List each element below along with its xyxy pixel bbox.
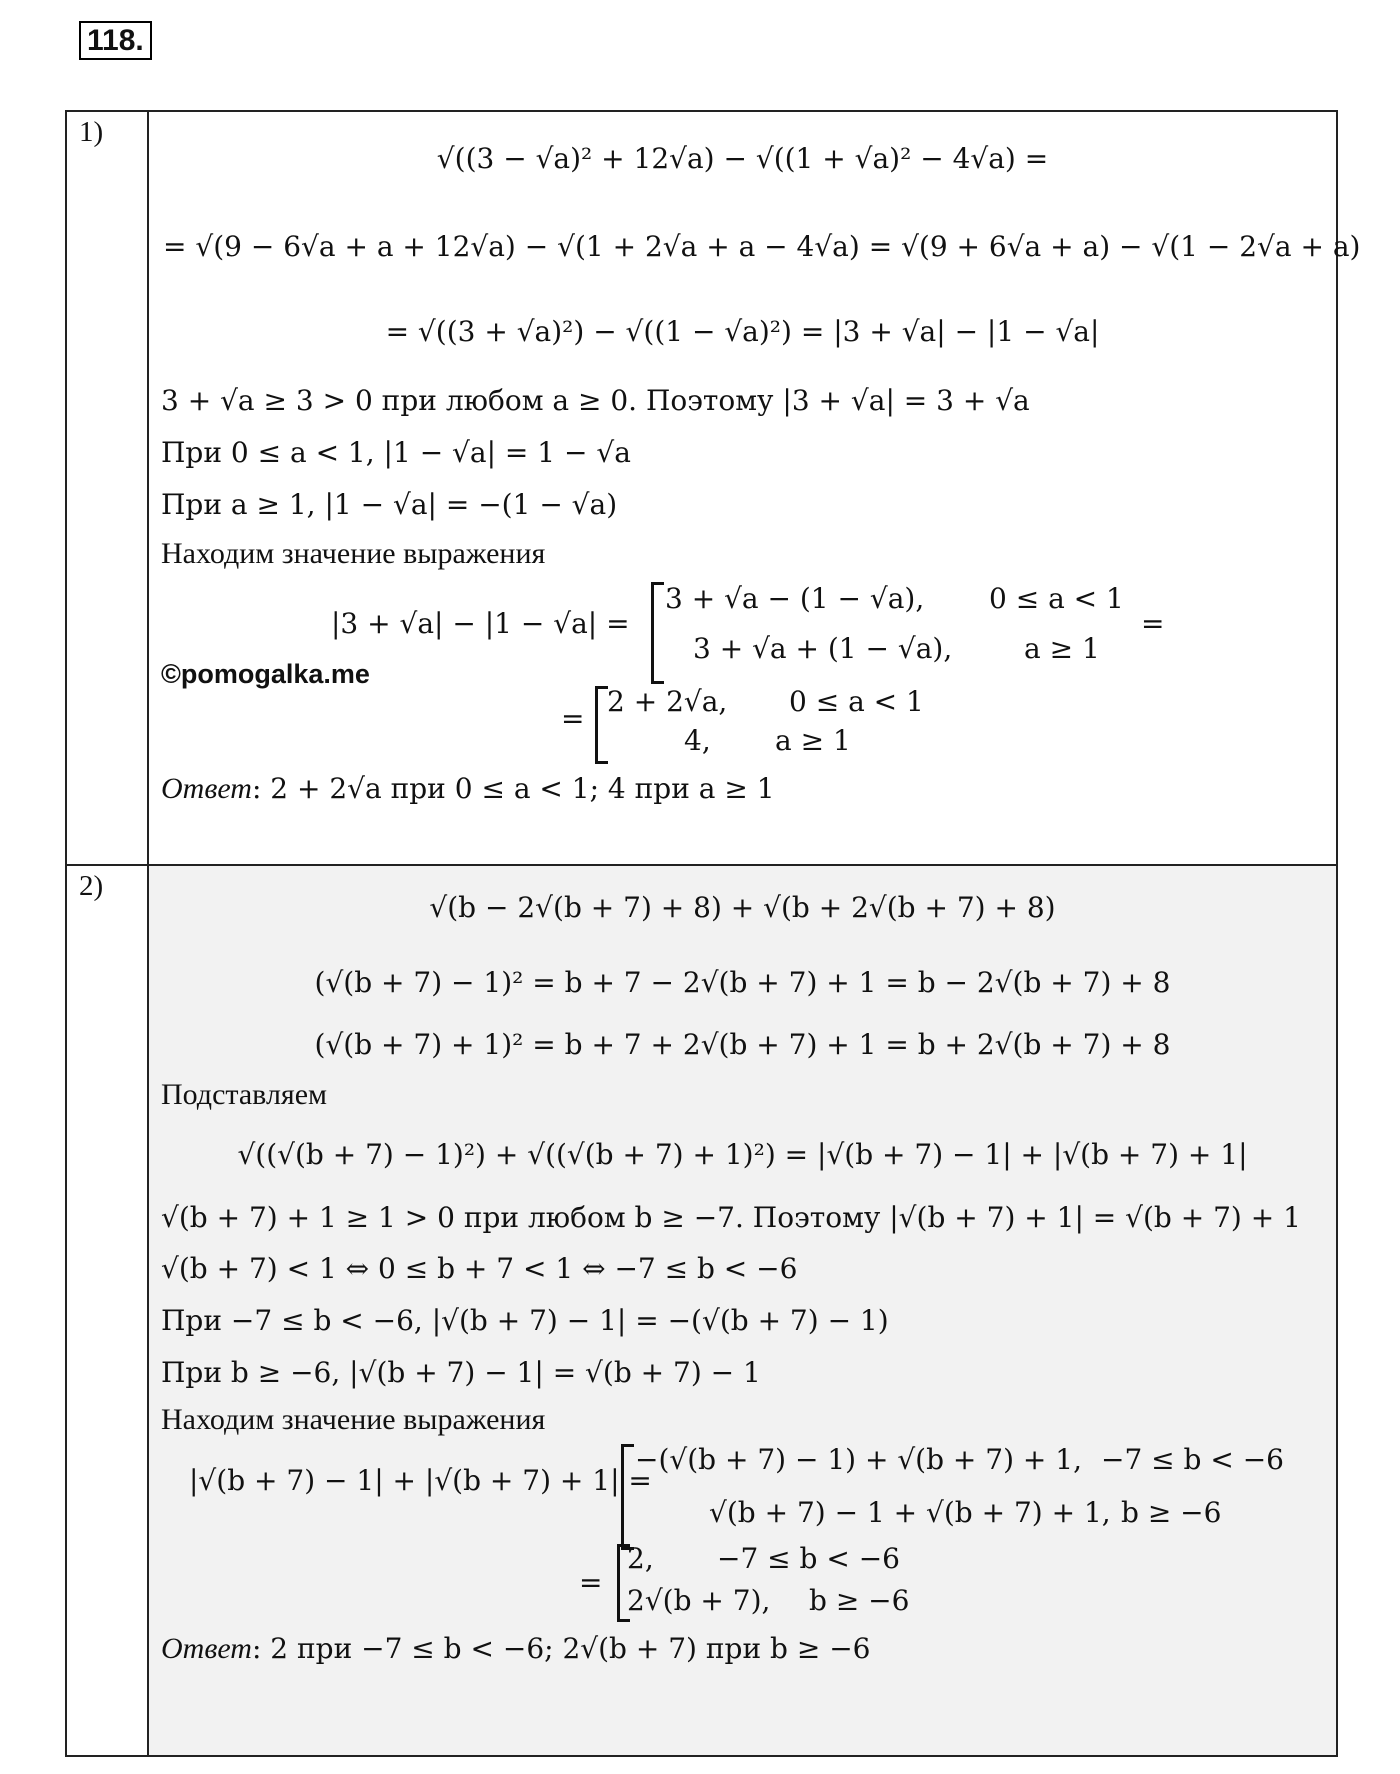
part-label-1: 1)	[66, 111, 148, 865]
p2-result1-expr: 2,	[627, 1542, 654, 1575]
p2-answer-label: Ответ	[161, 1632, 252, 1665]
p2-equation-1: √(b − 2√(b + 7) + 8) + √(b + 2√(b + 7) + 8)	[429, 891, 1056, 924]
solution-row-1	[66, 111, 1337, 865]
p1-case1-expr: 3 + √a − (1 − √a),	[665, 582, 925, 615]
p1-answer-label: Ответ	[161, 772, 252, 805]
part-body-1	[148, 111, 1361, 865]
watermark: ©pomogalka.me	[161, 659, 370, 689]
solution-table	[65, 110, 1361, 1757]
p1-result2-cond: a ≥ 1	[775, 724, 851, 757]
p2-line-9: При b ≥ −6, |√(b + 7) − 1| = √(b + 7) − 1	[161, 1356, 761, 1389]
p1-case-lhs: |3 + √a| − |1 − √a| =	[331, 607, 630, 640]
p2-case1-expr: −(√(b + 7) − 1) + √(b + 7) + 1,	[635, 1443, 1083, 1476]
p1-case-bracket	[651, 582, 664, 684]
p1-answer-text: : 2 + 2√a при 0 ≤ a < 1; 4 при a ≥ 1	[251, 772, 775, 805]
p2-equation-3: (√(b + 7) + 1)² = b + 7 + 2√(b + 7) + 1 = b + 2√(b + 7) + 8	[314, 1028, 1171, 1061]
p2-result-lhs: =	[579, 1566, 603, 1599]
p1-answer	[161, 772, 775, 806]
p2-answer-text: : 2 при −7 ≤ b < −6; 2√(b + 7) при b ≥ −6	[251, 1632, 871, 1665]
p1-result2-expr: 4,	[684, 724, 711, 757]
part-label-2: 2)	[66, 865, 148, 1756]
p1-equation-3: = √((3 + √a)²) − √((1 − √a)²) = |3 + √a| − |1 − √a|	[385, 315, 1100, 348]
part-body-2	[148, 865, 1337, 1756]
p1-line-7: Находим значение выражения	[161, 537, 546, 570]
p1-result-lhs: =	[561, 702, 585, 735]
p1-case-tail: =	[1141, 607, 1165, 640]
p2-result2-expr: 2√(b + 7),	[627, 1584, 771, 1617]
p2-line-7: √(b + 7) < 1 ⇔ 0 ≤ b + 7 < 1 ⇔ −7 ≤ b < −6	[161, 1252, 798, 1285]
p1-line-5: При 0 ≤ a < 1, |1 − √a| = 1 − √a	[161, 436, 631, 469]
p1-line-4: 3 + √a ≥ 3 > 0 при любом a ≥ 0. Поэтому |3 + √a| = 3 + √a	[161, 384, 1030, 417]
p2-result1-cond: −7 ≤ b < −6	[717, 1542, 900, 1575]
p1-case2-cond: a ≥ 1	[1024, 632, 1100, 665]
p2-result2-cond: b ≥ −6	[809, 1584, 910, 1617]
p2-line-6: √(b + 7) + 1 ≥ 1 > 0 при любом b ≥ −7. Поэтому |√(b + 7) + 1| = √(b + 7) + 1	[161, 1201, 1301, 1234]
solution-row-2	[66, 865, 1337, 1756]
p2-case-lhs: |√(b + 7) − 1| + |√(b + 7) + 1| =	[189, 1464, 652, 1497]
p1-equation-2: = √(9 − 6√a + a + 12√a) − √(1 + 2√a + a − 4√a) = √(9 + 6√a + a) − √(1 − 2√a + a)	[163, 230, 1361, 263]
p2-case1-cond: −7 ≤ b < −6	[1101, 1443, 1284, 1476]
p2-line-8: При −7 ≤ b < −6, |√(b + 7) − 1| = −(√(b + 7) − 1)	[161, 1304, 889, 1337]
p2-equation-2: (√(b + 7) − 1)² = b + 7 − 2√(b + 7) + 1 = b − 2√(b + 7) + 8	[314, 966, 1171, 999]
p1-equation-1: √((3 − √a)² + 12√a) − √((1 + √a)² − 4√a) =	[436, 142, 1049, 175]
p2-case-bracket	[621, 1444, 634, 1550]
p1-case1-cond: 0 ≤ a < 1	[989, 582, 1124, 615]
p1-result1-expr: 2 + 2√a,	[607, 685, 728, 718]
p1-result1-cond: 0 ≤ a < 1	[789, 685, 924, 718]
p2-case2-expr: √(b + 7) − 1 + √(b + 7) + 1,	[709, 1496, 1111, 1529]
p2-case2-cond: b ≥ −6	[1121, 1496, 1222, 1529]
p2-line-10: Находим значение выражения	[161, 1403, 546, 1436]
p2-answer	[161, 1632, 870, 1666]
p2-equation-5: √((√(b + 7) − 1)²) + √((√(b + 7) + 1)²) = |√(b + 7) − 1| + |√(b + 7) + 1|	[237, 1138, 1248, 1171]
p1-case2-expr: 3 + √a + (1 − √a),	[693, 632, 953, 665]
p1-line-6: При a ≥ 1, |1 − √a| = −(1 − √a)	[161, 488, 618, 521]
problem-number: 118.	[79, 21, 152, 60]
p2-line-4: Подставляем	[161, 1078, 328, 1111]
